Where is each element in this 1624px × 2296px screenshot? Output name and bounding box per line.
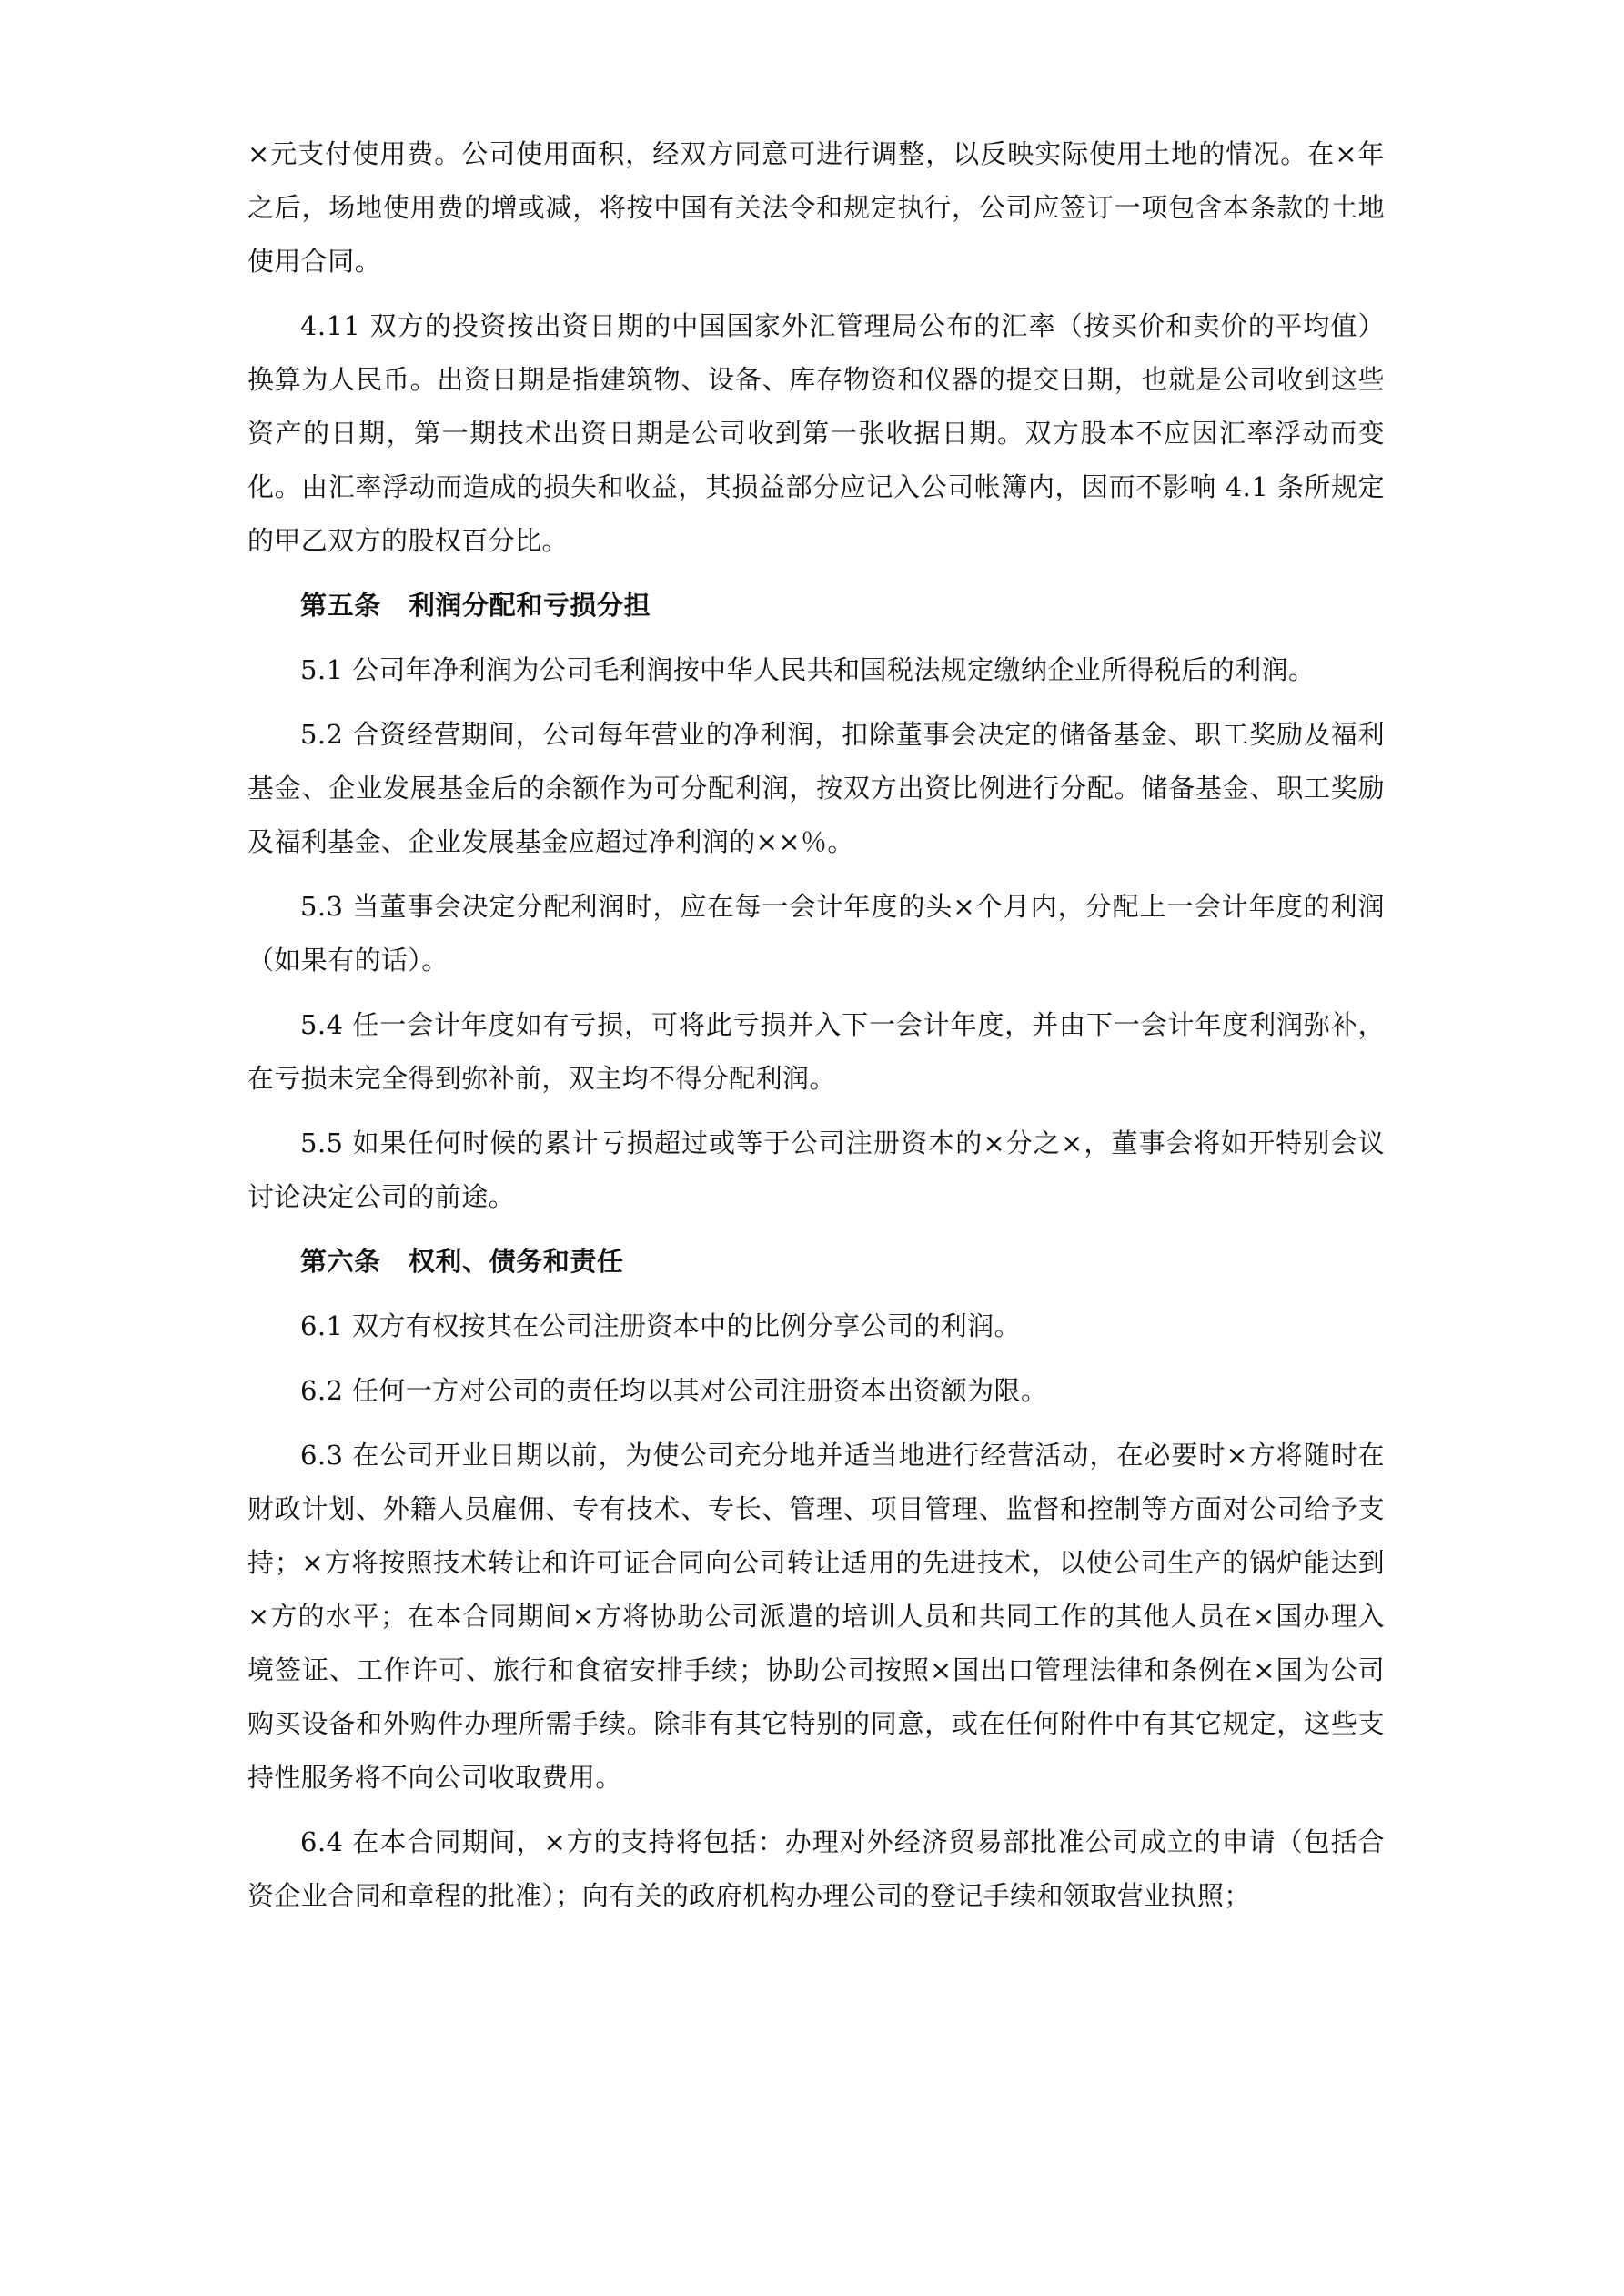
paragraph-6-2: 6.2 任何一方对公司的责任均以其对公司注册资本出资额为限。 (300, 1375, 1048, 1406)
article-5-heading (247, 579, 1385, 632)
paragraph-6-1: 6.1 双方有权按其在公司注册资本中的比例分享公司的利润。 (300, 1310, 1021, 1341)
article-6-number: 第六条 (300, 1246, 381, 1277)
paragraph-5-3: 5.3 当董事会决定分配利润时，应在每一会计年度的头×个月内，分配上一会计年度的利润（如果有的话）。 (247, 891, 1385, 976)
article-6-title: 权利、债务和责任 (408, 1246, 624, 1277)
paragraph-6-4: 6.4 在本合同期间，×方的支持将包括：办理对外经济贸易部批准公司成立的申请（包括合资企业合同和章程的批准）；向有关的政府机构办理公司的登记手续和领取营业执照； (247, 1826, 1385, 1911)
paragraph-5-4: 5.4 任一会计年度如有亏损，可将此亏损并入下一会计年度，并由下一会计年度利润弥补，在亏损未完全得到弥补前，双主均不得分配利润。 (247, 1009, 1385, 1094)
document-page (247, 127, 1385, 1934)
paragraph-5-1: 5.1 公司年净利润为公司毛利润按中华人民共和国税法规定缴纳企业所得税后的利润。 (300, 654, 1316, 685)
paragraph-6-3: 6.3 在公司开业日期以前，为使公司充分地并适当地进行经营活动，在必要时×方将随时在财政计划、外籍人员雇佣、专有技术、专长、管理、项目管理、监督和控制等方面对公司给予支持；×方将按照技术转让和许可证合同向公司转让适用的先进技术，以使公司生产的锅炉能达到×方的水平；在本合同期间×方将协助公司派遣的培训人员和共同工作的其他人员在×国办理入境签证、工作许可、旅行和食宿安排手续；协助公司按照×国出口管理法律和条例在×国为公司购买设备和外购件办理所需手续。除非有其它特别的同意，或在任何附件中有其它规定，这些支持性服务将不向公司收取费用。 (247, 1440, 1385, 1793)
article-6-heading (247, 1235, 1385, 1289)
paragraph-5-5: 5.5 如果任何时候的累计亏损超过或等于公司注册资本的×分之×，董事会将如开特别会议讨论决定公司的前途。 (247, 1128, 1385, 1212)
paragraph-4-11: 4.11 双方的投资按出资日期的中国国家外汇管理局公布的汇率（按买价和卖价的平均值）换算为人民币。出资日期是指建筑物、设备、库存物资和仪器的提交日期，也就是公司收到这些资产的日期，第一期技术出资日期是公司收到第一张收据日期。双方股本不应因汇率浮动而变化。由汇率浮动而造成的损失和收益，其损益部分应记入公司帐簿内，因而不影响 4.1 条所规定的甲乙双方的股权百分比。 (247, 310, 1385, 556)
paragraph-5-2: 5.2 合资经营期间，公司每年营业的净利润，扣除董事会决定的储备基金、职工奖励及福利基金、企业发展基金后的余额作为可分配利润，按双方出资比例进行分配。储备基金、职工奖励及福利基金、企业发展基金应超过净利润的××％。 (247, 719, 1385, 857)
article-5-title: 利润分配和亏损分担 (408, 590, 651, 621)
paragraph-4-10-continued: ×元支付使用费。公司使用面积，经双方同意可进行调整，以反映实际使用土地的情况。在×年之后，场地使用费的增或减，将按中国有关法令和规定执行，公司应签订一项包含本条款的土地使用合同。 (247, 138, 1385, 277)
article-5-number: 第五条 (300, 590, 381, 621)
